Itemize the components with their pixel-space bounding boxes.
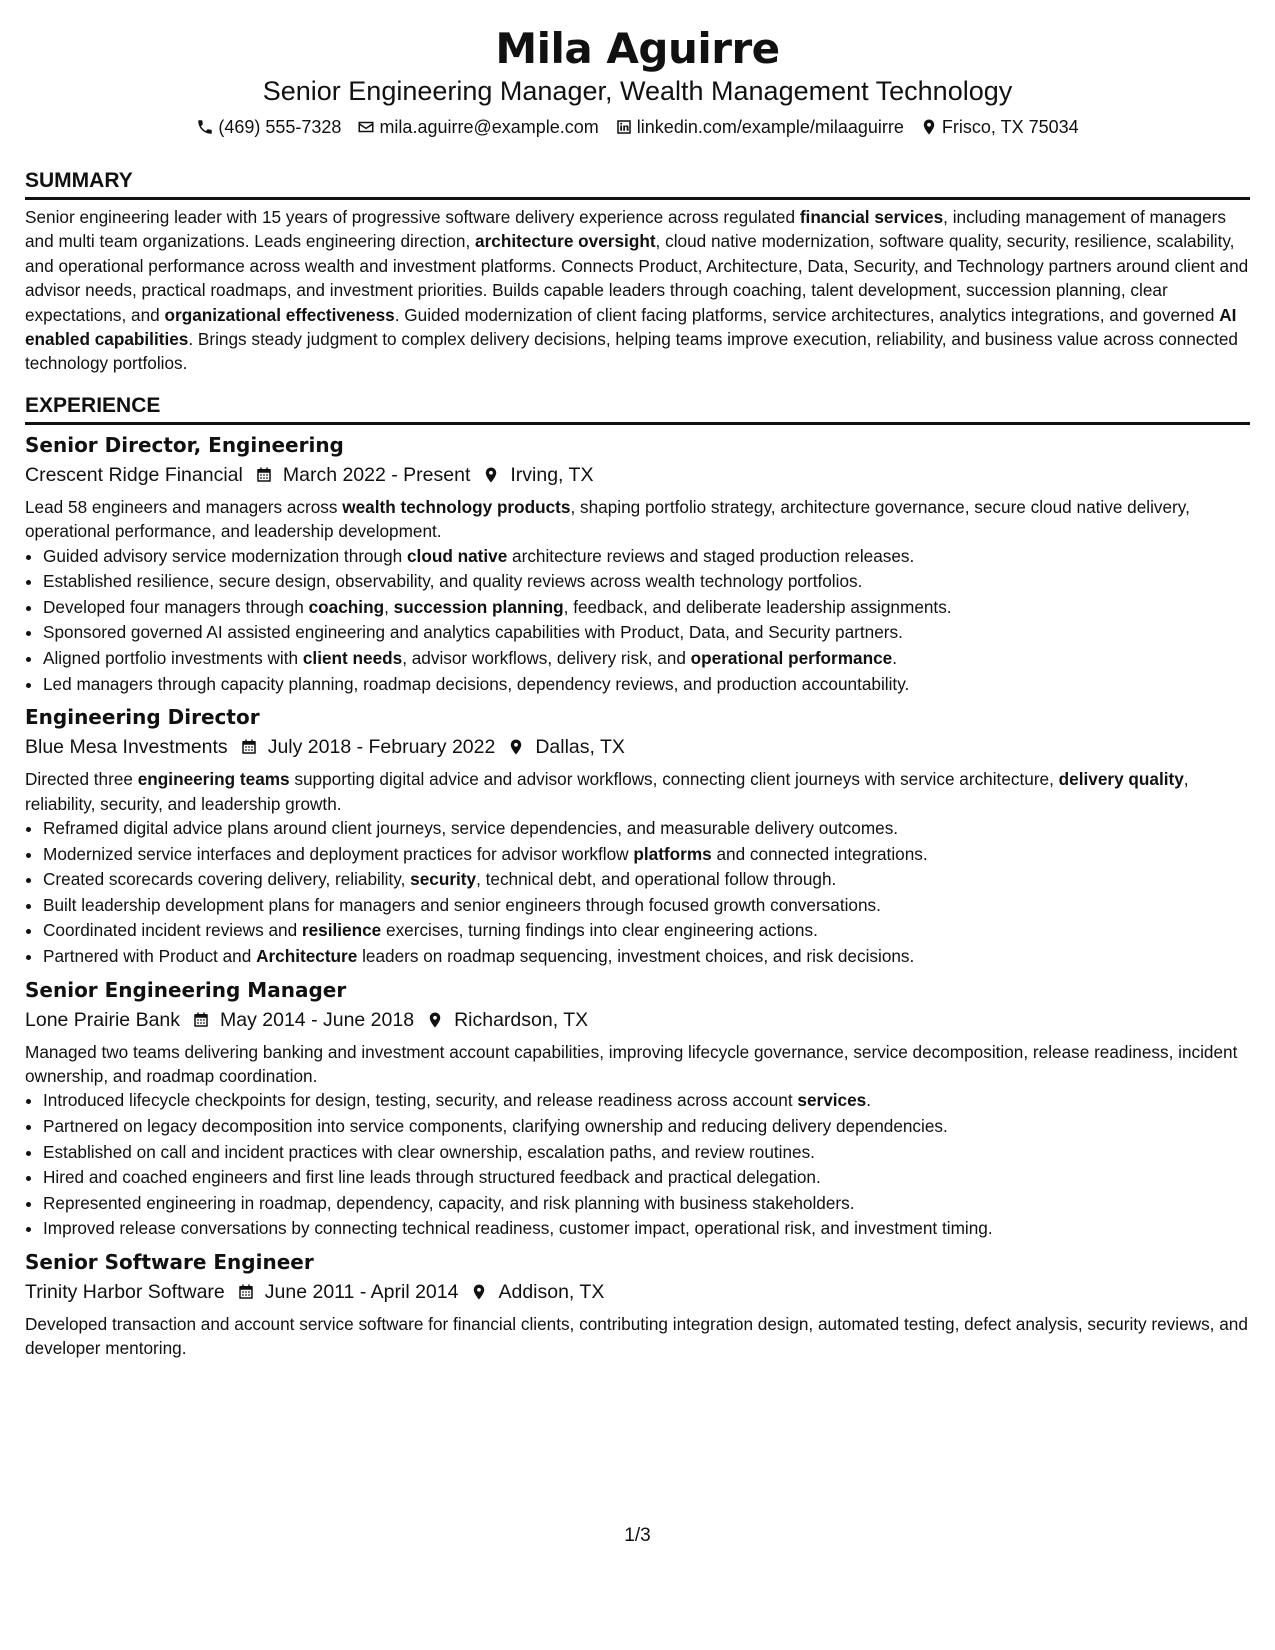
text-run: Modernized service interfaces and deployment practices for advisor workflow [43, 843, 634, 864]
map-pin-icon [920, 118, 938, 136]
text-run: . [892, 648, 897, 669]
job-summary [25, 495, 1250, 544]
resume-header [25, 24, 1250, 138]
job-entry [25, 977, 1250, 1242]
experience-heading: EXPERIENCE [25, 393, 1250, 425]
job-dates: June 2011 - April 2014 [264, 1280, 459, 1303]
text-run: Led managers through capacity planning, roadmap decisions, dependency reviews, and production accountability. [43, 673, 910, 694]
text-run: Reframed digital advice plans around client journeys, service dependencies, and measurable delivery outcomes. [43, 818, 899, 839]
bold-keyword: engineering teams [137, 769, 290, 790]
text-run: Established on call and incident practices with clear ownership, escalation paths, and review routines. [43, 1141, 815, 1162]
summary-text [25, 205, 1250, 376]
job-summary [25, 1040, 1250, 1089]
text-run: Coordinated incident reviews and [43, 920, 302, 941]
bold-keyword: coaching [308, 596, 385, 617]
list-item [43, 1216, 1250, 1242]
job-meta [25, 1279, 1250, 1305]
experience-list [25, 432, 1250, 1361]
text-run: Guided advisory service modernization through [43, 545, 407, 566]
job-dates: July 2018 - February 2022 [267, 736, 496, 759]
text-run: Lead 58 engineers and managers across [25, 496, 343, 517]
text-run: Hired and coached engineers and first line leads through structured feedback and practical delegation. [43, 1167, 821, 1188]
job-dates: March 2022 - Present [282, 463, 471, 486]
email-address[interactable]: mila.aguirre@example.com [379, 117, 599, 137]
job-meta [25, 462, 1250, 488]
text-run: Managed two teams delivering banking and investment account capabilities, improving lifecycle governance, service decomposition, release readiness, incident ownership, and roadmap coordination. [25, 1041, 1238, 1086]
list-item [43, 842, 1250, 868]
job-location: Addison, TX [498, 1280, 605, 1303]
job-bullets [25, 544, 1250, 698]
list-item [43, 1191, 1250, 1217]
envelope-icon [357, 118, 375, 136]
bold-keyword: resilience [301, 920, 382, 941]
text-run: Partnered with Product and [43, 946, 257, 966]
job-location: Richardson, TX [454, 1008, 589, 1031]
company-name: Blue Mesa Investments [25, 736, 228, 759]
list-item [43, 646, 1250, 672]
list-item [43, 1165, 1250, 1191]
job-title: Engineering Director [25, 705, 260, 730]
text-run: Created scorecards covering delivery, reliability, [43, 869, 411, 890]
phone-icon [196, 118, 214, 136]
map-pin-icon [426, 1011, 444, 1029]
text-run: supporting digital advice and advisor workflows, connecting client journeys with service architecture, [289, 769, 1059, 790]
map-pin-icon [507, 738, 525, 756]
text-run: , feedback, and deliberate leadership assignments. [563, 596, 952, 617]
job-entry [25, 1249, 1250, 1361]
text-run: , shaping portfolio strategy, architecture governance, secure cloud native delivery, operational performance, and leadership development. [25, 496, 1190, 542]
bold-keyword: cloud native [407, 545, 508, 566]
text-run: , technical debt, and operational follow through. [476, 869, 837, 890]
job-location: Dallas, TX [535, 736, 625, 759]
bold-keyword: delivery quality [1058, 769, 1184, 790]
text-run: Developed transaction and account service software for financial clients, contributing integration design, automated testing, defect analysis, security reviews, and developer mentoring. [25, 1313, 1248, 1359]
job-summary [25, 1312, 1250, 1361]
list-item [43, 1140, 1250, 1166]
list-item [43, 595, 1250, 621]
bold-keyword: financial services [799, 207, 944, 227]
calendar-icon [255, 466, 273, 484]
bold-keyword: wealth technology products [342, 496, 571, 517]
job-dates: May 2014 - June 2018 [220, 1008, 415, 1031]
company-name: Crescent Ridge Financial [25, 463, 243, 486]
text-run: Built leadership development plans for managers and senior engineers through focused growth conversations. [43, 894, 881, 915]
contact-linkedin[interactable] [615, 116, 904, 138]
home-location: Frisco, TX 75034 [941, 117, 1079, 137]
list-item [43, 816, 1250, 842]
job-meta [25, 1007, 1250, 1033]
text-run: exercises, turning findings into clear engineering actions. [381, 920, 818, 941]
job-meta [25, 734, 1250, 760]
list-item [43, 1114, 1250, 1140]
map-pin-icon [482, 466, 500, 484]
linkedin-icon [615, 118, 633, 136]
text-run: and connected integrations. [711, 843, 928, 864]
text-run: Improved release conversations by connecting technical readiness, customer impact, operational risk, and investment timing. [43, 1218, 993, 1239]
job-summary [25, 767, 1250, 816]
bold-keyword: platforms [633, 843, 712, 864]
contact-location [920, 116, 1079, 138]
text-run: , including management of managers and multi team organizations. Leads engineering direction, [25, 207, 1226, 252]
bold-keyword: architecture oversight [475, 231, 656, 252]
list-item [43, 867, 1250, 893]
calendar-icon [240, 738, 258, 756]
candidate-headline: Senior Engineering Manager, Wealth Management Technology [262, 76, 1013, 106]
list-item [43, 672, 1250, 698]
bold-keyword: AI enabled capabilities [25, 304, 1237, 350]
text-run: Senior engineering leader with 15 years of progressive software delivery experience across regulated [25, 207, 800, 227]
list-item [43, 918, 1250, 944]
text-run: Established resilience, secure design, observability, and quality reviews across wealth technology portfolios. [43, 571, 863, 592]
candidate-name: Mila Aguirre [495, 24, 780, 73]
linkedin-url[interactable]: linkedin.com/example/milaaguirre [636, 117, 904, 137]
text-run: , [384, 596, 394, 617]
text-run: , reliability, security, and leadership growth. [25, 769, 1189, 814]
job-entry [25, 704, 1250, 969]
job-entry [25, 432, 1250, 697]
bold-keyword: succession planning [393, 596, 564, 617]
list-item [43, 620, 1250, 646]
company-name: Trinity Harbor Software [25, 1280, 225, 1303]
resume-page [25, 0, 1250, 1361]
text-run: , advisor workflows, delivery risk, and [402, 648, 691, 669]
list-item [43, 893, 1250, 919]
list-item [43, 1088, 1250, 1114]
text-run: Sponsored governed AI assisted engineering and analytics capabilities with Product, Data, and Security partners. [43, 622, 903, 643]
bold-keyword: organizational effectiveness [164, 304, 395, 325]
job-title: Senior Director, Engineering [25, 432, 344, 457]
bold-keyword: client needs [302, 648, 403, 669]
bold-keyword: services [797, 1090, 867, 1111]
calendar-icon [237, 1283, 255, 1301]
job-title: Senior Engineering Manager [25, 977, 347, 1002]
text-run: leaders on roadmap sequencing, investment choices, and risk decisions. [357, 946, 915, 966]
text-run: Directed three [25, 769, 138, 790]
map-pin-icon [470, 1283, 488, 1301]
contact-line [25, 116, 1250, 138]
contact-phone [196, 116, 341, 138]
page-number: 1/3 [624, 1525, 651, 1546]
calendar-icon [192, 1011, 210, 1029]
bold-keyword: Architecture [256, 946, 358, 966]
text-run: Aligned portfolio investments with [43, 648, 303, 669]
text-run: . [866, 1090, 872, 1111]
list-item [43, 544, 1250, 570]
text-run: architecture reviews and staged production releases. [507, 545, 915, 566]
job-location: Irving, TX [510, 463, 594, 486]
bold-keyword: operational performance [690, 648, 893, 669]
text-run: Partnered on legacy decomposition into service components, clarifying ownership and reducing delivery dependencies. [43, 1116, 948, 1136]
list-item [43, 944, 1250, 970]
phone-number: (469) 555-7328 [218, 117, 342, 137]
contact-email[interactable] [357, 116, 598, 138]
text-run: . Guided modernization of client facing platforms, service architectures, analytics integrations, and governed [394, 304, 1220, 325]
text-run: Developed four managers through [43, 596, 309, 617]
job-title: Senior Software Engineer [25, 1249, 314, 1274]
list-item [43, 569, 1250, 595]
text-run: . Brings steady judgment to complex delivery decisions, helping teams improve execution, reliability, and business value across connected technology portfolios. [25, 329, 1238, 374]
job-bullets [25, 816, 1250, 970]
job-bullets [25, 1088, 1250, 1242]
text-run: Represented engineering in roadmap, dependency, capacity, and risk planning with business stakeholders. [43, 1192, 855, 1213]
company-name: Lone Prairie Bank [25, 1008, 181, 1031]
bold-keyword: security [410, 869, 477, 890]
text-run: Introduced lifecycle checkpoints for design, testing, security, and release readiness across account [43, 1090, 798, 1111]
text-run: , cloud native modernization, software quality, security, resilience, scalability, and operational performance across wealth and investment platforms. Connects Product, Architecture, Data, Security, and Technology partners around client and advisor needs, practical roadmaps, and investment priorities. Builds capable leaders through coaching, talent development, succession planning, clear expectations, and [25, 231, 1249, 325]
summary-heading: SUMMARY [25, 168, 1250, 200]
